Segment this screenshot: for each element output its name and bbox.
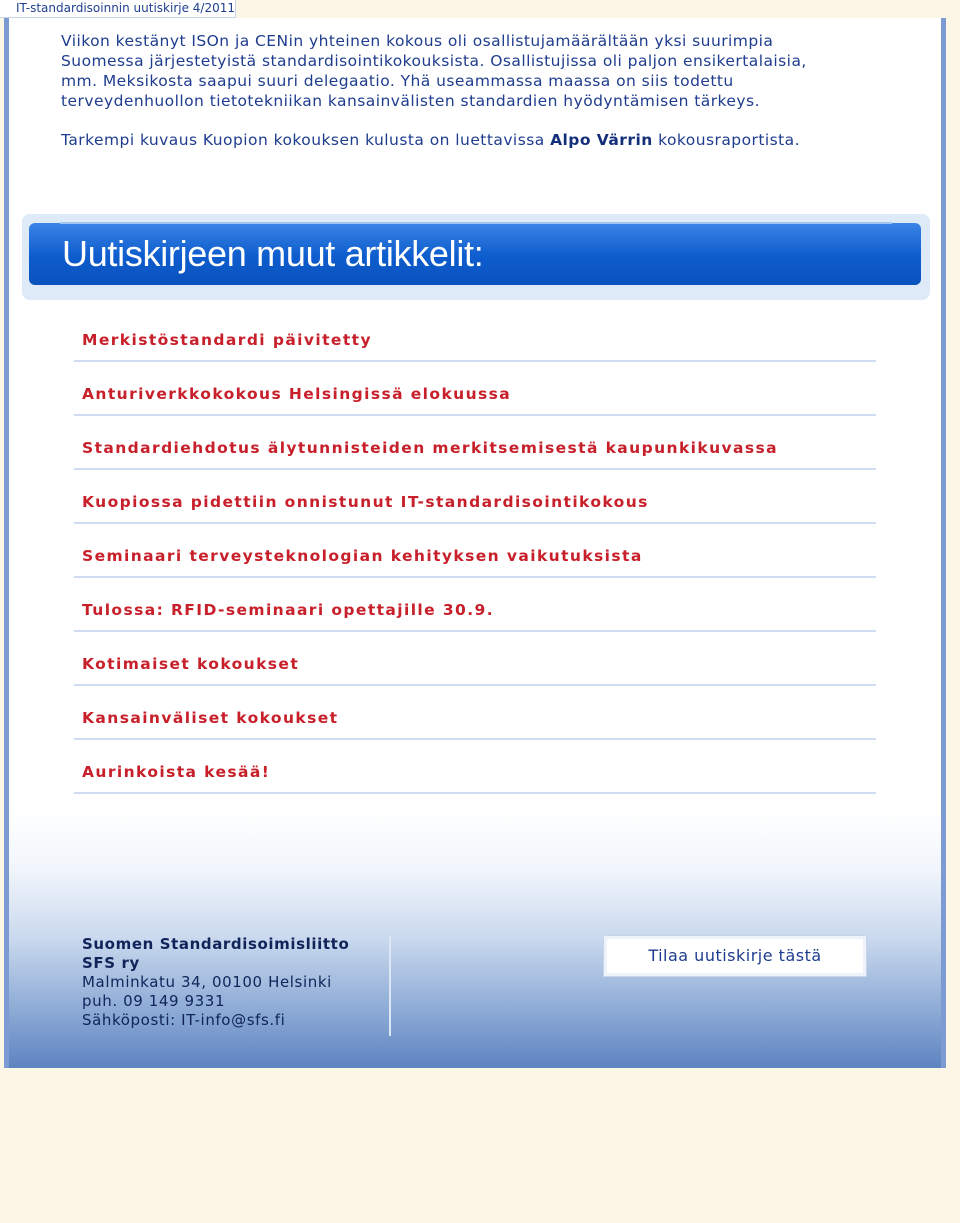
- article-link-label[interactable]: Aurinkoista kesää!: [82, 763, 271, 781]
- article-link-label[interactable]: Merkistöstandardi päivitetty: [82, 331, 372, 349]
- article-link-label[interactable]: Seminaari terveysteknologian kehityksen vaikutuksista: [82, 547, 643, 565]
- intro-section: [61, 31, 881, 150]
- article-item[interactable]: [74, 524, 876, 578]
- intro-line: terveydenhuollon tietotekniikan kansainvälisten standardien hyödyntämisen tärkeys.: [61, 92, 760, 110]
- article-link-label[interactable]: Tulossa: RFID-seminaari opettajille 30.9.: [82, 601, 494, 619]
- article-item[interactable]: [74, 416, 876, 470]
- article-item[interactable]: [74, 308, 876, 362]
- article-link-label[interactable]: Kotimaiset kokoukset: [82, 655, 300, 673]
- article-item[interactable]: [74, 470, 876, 524]
- article-item[interactable]: [74, 362, 876, 416]
- article-item[interactable]: [74, 578, 876, 632]
- report-prefix: Tarkempi kuvaus Kuopion kokouksen kulusta on luettavissa: [61, 131, 551, 149]
- report-author: Alpo Värrin: [550, 131, 653, 149]
- org-email[interactable]: Sähköposti: IT-info@sfs.fi: [82, 1011, 286, 1029]
- article-link-label[interactable]: Kansainväliset kokoukset: [82, 709, 339, 727]
- article-link-label[interactable]: Kuopiossa pidettiin onnistunut IT-standardisointikokous: [82, 493, 649, 511]
- document-title: IT-standardisoinnin uutiskirje 4/2011: [16, 1, 236, 15]
- org-address: Malminkatu 34, 00100 Helsinki: [82, 973, 332, 991]
- article-link-label[interactable]: Anturiverkkokokous Helsingissä elokuussa: [82, 385, 512, 403]
- report-link[interactable]: kokousraportista.: [652, 131, 801, 149]
- report-paragraph: [61, 130, 881, 150]
- org-phone: puh. 09 149 9331: [82, 992, 226, 1010]
- intro-line: mm. Meksikosta saapui suuri delegaatio. Yhä useammassa maassa on siis todettu: [61, 72, 734, 90]
- article-link-label[interactable]: Standardiehdotus älytunnisteiden merkitsemisestä kaupunkikuvassa: [82, 439, 779, 457]
- org-name: Suomen Standardisoimisliitto: [82, 935, 350, 953]
- article-item[interactable]: [74, 740, 876, 794]
- intro-paragraph: [61, 31, 881, 111]
- document-header: [0, 0, 236, 18]
- article-item[interactable]: [74, 632, 876, 686]
- contact-divider: [389, 936, 391, 1036]
- intro-line: Suomessa järjestetyistä standardisointikokouksista. Osallistujissa oli paljon ensikertalaisia,: [61, 52, 807, 70]
- org-short-name: SFS ry: [82, 954, 140, 972]
- banner-highlight: [60, 222, 892, 224]
- banner-title: Uutiskirjeen muut artikkelit:: [62, 233, 484, 274]
- subscribe-button[interactable]: Tilaa uutiskirje tästä: [603, 935, 867, 977]
- contact-info: [82, 935, 382, 1030]
- article-list: [74, 308, 876, 794]
- article-item[interactable]: [74, 686, 876, 740]
- intro-line: Viikon kestänyt ISOn ja CENin yhteinen kokous oli osallistujamäärältään yksi suurimpia: [61, 32, 774, 50]
